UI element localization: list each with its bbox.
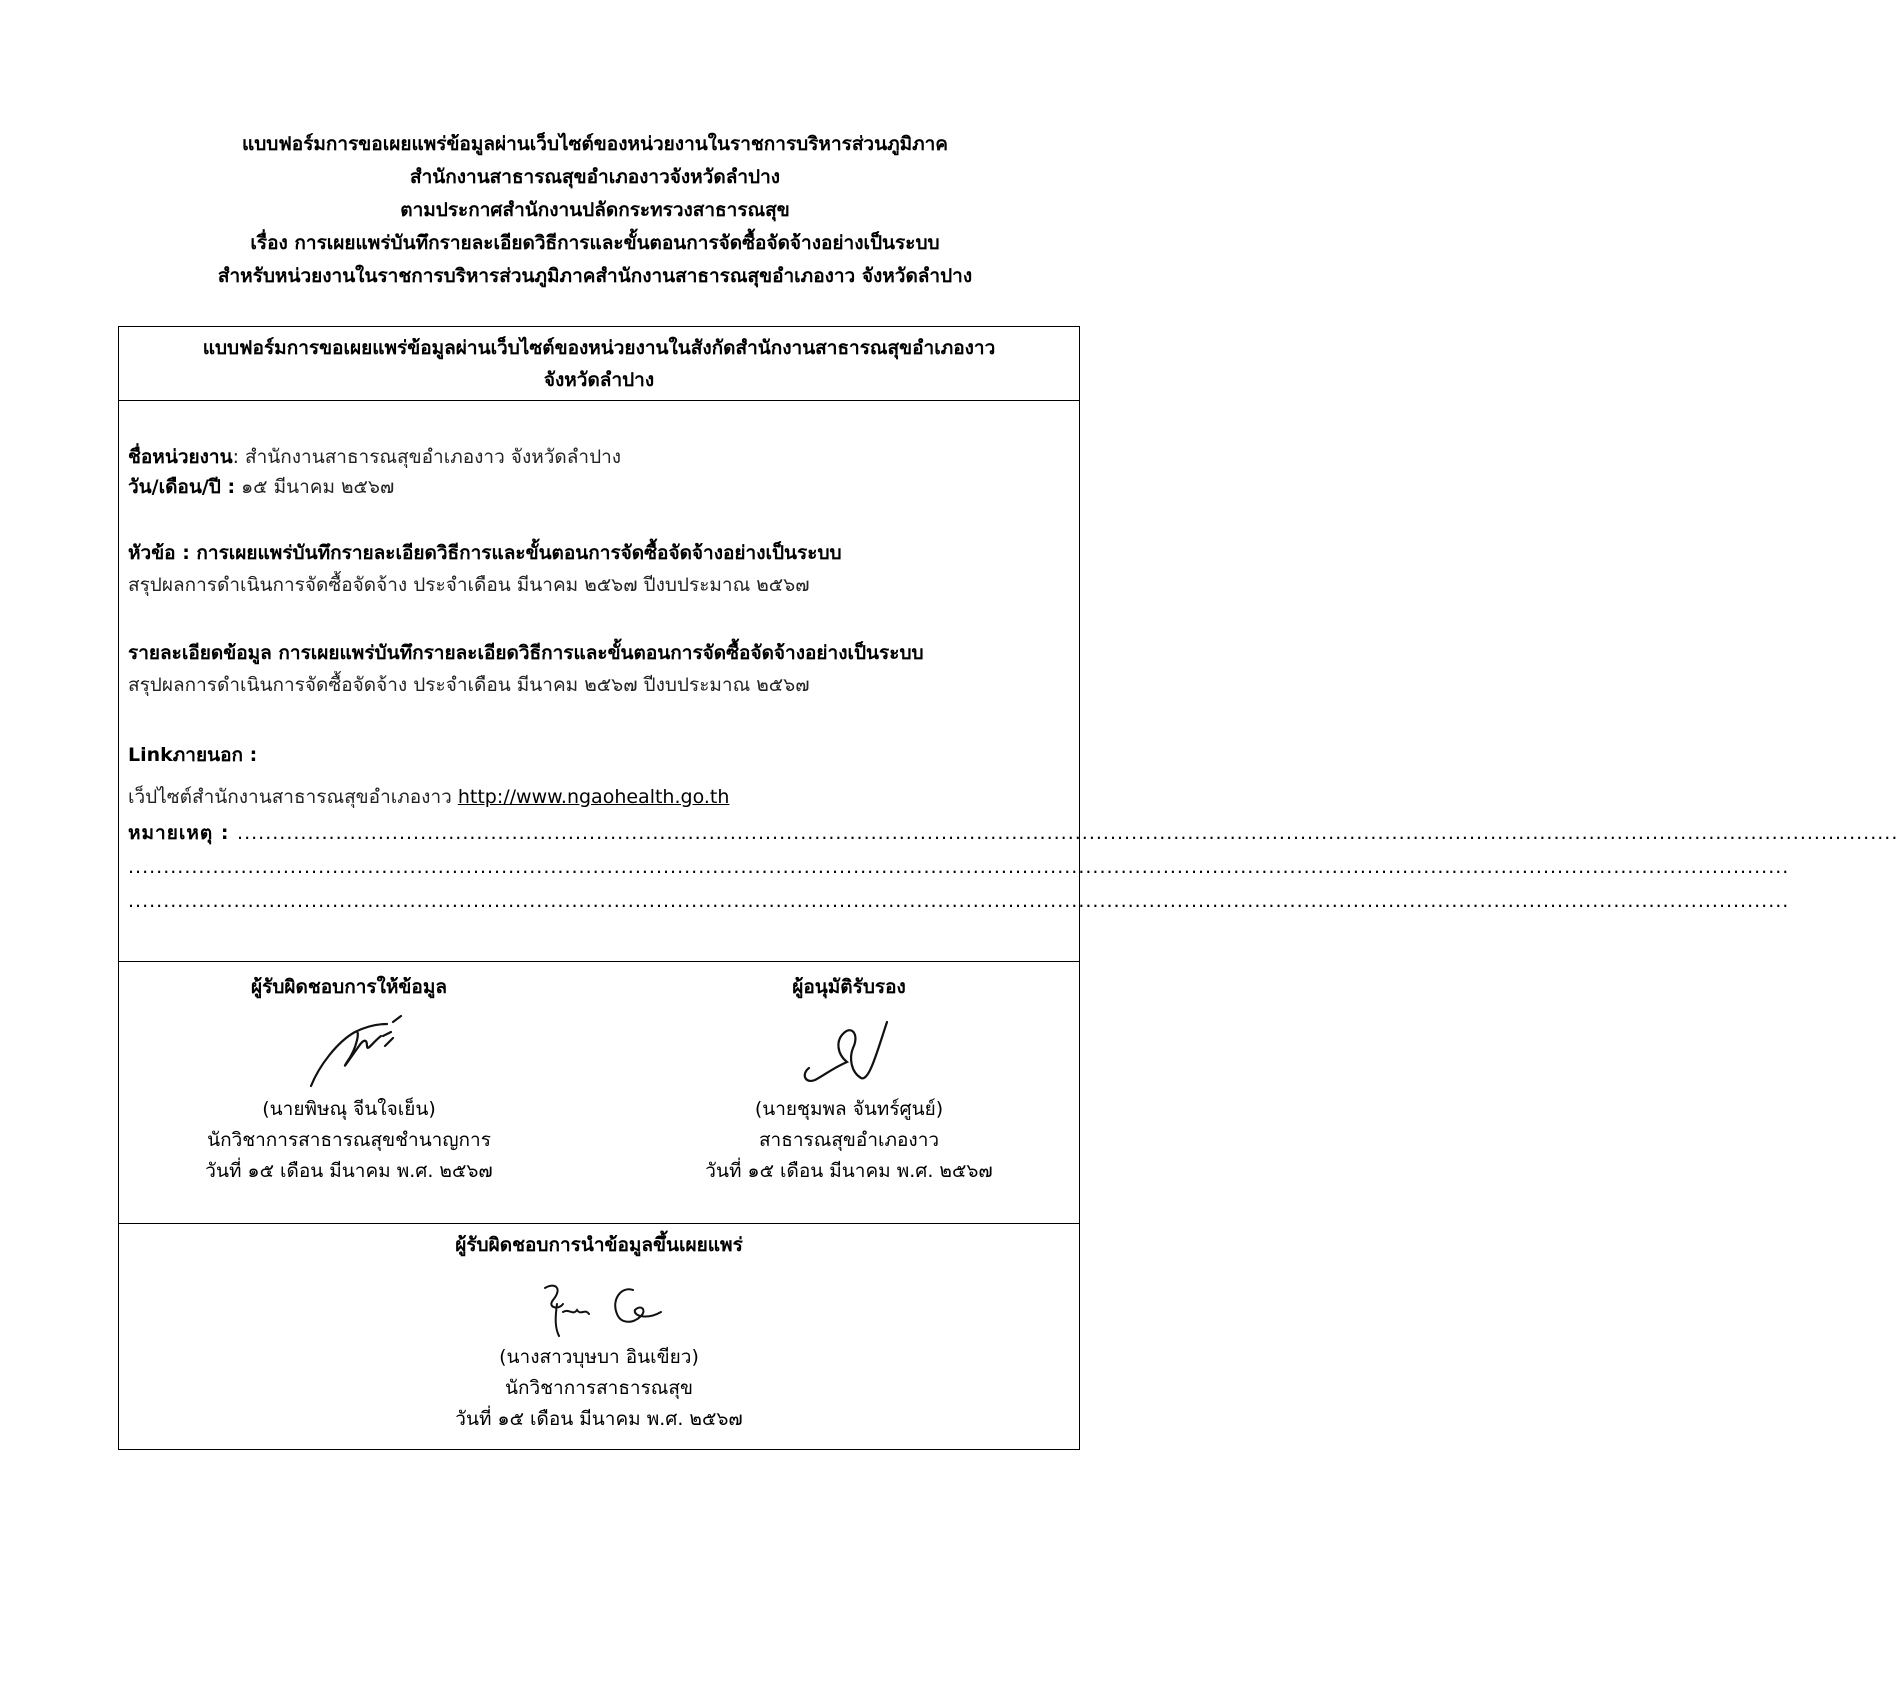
note-row: [128, 819, 1898, 847]
header-line-2: สำนักงานสาธารณสุขอำเภองาวจังหวัดลำปาง: [409, 166, 781, 188]
approver-signature: [619, 1002, 1079, 1094]
date-label: วัน/เดือน/ปี :: [128, 476, 236, 498]
signature-section: [119, 962, 1079, 1224]
publisher-role: ผู้รับผิดชอบการนำข้อมูลขึ้นเผยแพร่: [455, 1234, 743, 1256]
approver-signer: [619, 962, 1079, 1187]
topic-label: หัวข้อ : การเผยแพร่บันทึกรายละเอียดวิธีการและขั้นตอนการจัดซื้อจัดจ้างอย่างเป็นระบบ: [128, 542, 842, 564]
responsible-role: ผู้รับผิดชอบการให้ข้อมูล: [251, 976, 447, 998]
header-line-4: เรื่อง การเผยแพร่บันทึกรายละเอียดวิธีการและขั้นตอนการจัดซื้อจัดจ้างอย่างเป็นระบบ: [250, 232, 940, 254]
note-dots-3: ............................................................................................................................................................................................................................................: [128, 890, 1790, 912]
publisher-section: [119, 1224, 1079, 1451]
approver-position: สาธารณสุขอำเภองาว: [758, 1129, 940, 1151]
responsible-signature: [119, 1002, 579, 1094]
detail-label: รายละเอียดข้อมูล การเผยแพร่บันทึกรายละเอียดวิธีการและขั้นตอนการจัดซื้อจัดจ้างอย่างเป็นระบบ: [128, 642, 924, 664]
header-line-1: แบบฟอร์มการขอเผยแพร่ข้อมูลผ่านเว็บไซต์ของหน่วยงานในราชการบริหารส่วนภูมิภาค: [241, 133, 949, 155]
form-title-line-1: แบบฟอร์มการขอเผยแพร่ข้อมูลผ่านเว็บไซต์ของหน่วยงานในสังกัดสำนักงานสาธารณสุขอำเภองาว: [202, 337, 996, 359]
note-label: หมายเหตุ :: [128, 822, 238, 844]
date-value: ๑๕ มีนาคม ๒๕๖๗: [235, 476, 395, 498]
signature-image-responsible: [297, 1002, 417, 1094]
agency-label: ชื่อหน่วยงาน: [128, 446, 233, 468]
topic-value: สรุปผลการดำเนินการจัดซื้อจัดจ้าง ประจำเดือน มีนาคม ๒๕๖๗ ปีงบประมาณ ๒๕๖๗: [128, 574, 810, 596]
responsible-date: วันที่ ๑๕ เดือน มีนาคม พ.ศ. ๒๕๖๗: [205, 1160, 493, 1182]
detail-value: สรุปผลการดำเนินการจัดซื้อจัดจ้าง ประจำเดือน มีนาคม ๒๕๖๗ ปีงบประมาณ ๒๕๖๗: [128, 674, 810, 696]
publisher-name: (นางสาวบุษบา อินเขียว): [499, 1346, 699, 1368]
header-line-5: สำหรับหน่วยงานในราชการบริหารส่วนภูมิภาคสำนักงานสาธารณสุขอำเภองาว จังหวัดลำปาง: [217, 265, 973, 287]
publisher-date: วันที่ ๑๕ เดือน มีนาคม พ.ศ. ๒๕๖๗: [455, 1408, 743, 1430]
external-link-row: [128, 783, 729, 811]
agency-value: : สำนักงานสาธารณสุขอำเภองาว จังหวัดลำปาง: [232, 446, 622, 468]
approver-name: (นายชุมพล จันทร์ศูนย์): [754, 1098, 944, 1120]
signature-image-approver: [791, 1002, 911, 1094]
form-details: [119, 401, 1898, 962]
form-title-line-2: จังหวัดลำปาง: [543, 369, 655, 391]
note-dots-2: ............................................................................................................................................................................................................................................: [128, 856, 1790, 878]
responsible-signer: [119, 962, 579, 1187]
publisher-signature: [119, 1260, 1079, 1342]
responsible-position: นักวิชาการสาธารณสุขชำนาญการ: [207, 1129, 491, 1151]
website-link[interactable]: http://www.ngaohealth.go.th: [457, 786, 730, 808]
signature-image-publisher: [529, 1264, 689, 1346]
note-dots-1: ............................................................................................................................................................................................................................................: [237, 822, 1898, 844]
date-row: [128, 473, 394, 501]
publisher-position: นักวิชาการสาธารณสุข: [504, 1377, 694, 1399]
form-title: [119, 327, 1079, 401]
document-header: [0, 128, 1190, 293]
agency-row: [128, 443, 621, 471]
link-prefix: เว็ปไซต์สำนักงานสาธารณสุขอำเภองาว: [128, 786, 458, 808]
publication-form: [118, 326, 1898, 1450]
external-link-label: Linkภายนอก :: [128, 744, 258, 766]
approver-role: ผู้อนุมัติรับรอง: [792, 976, 906, 998]
responsible-name: (นายพิษณุ จีนใจเย็น): [262, 1098, 436, 1120]
approver-date: วันที่ ๑๕ เดือน มีนาคม พ.ศ. ๒๕๖๗: [705, 1160, 993, 1182]
header-line-3: ตามประกาศสำนักงานปลัดกระทรวงสาธารณสุข: [400, 199, 790, 221]
